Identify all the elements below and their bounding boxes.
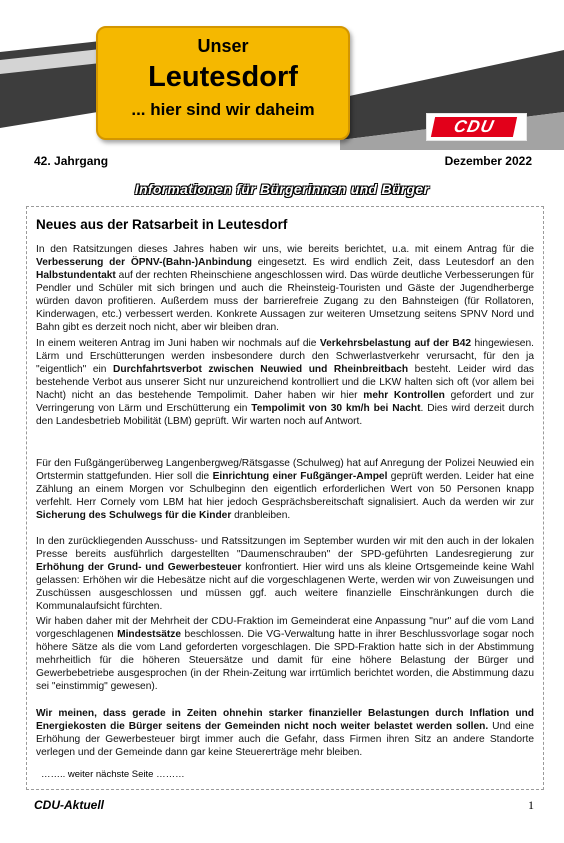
bold-text-segment: mehr Kontrollen [363, 390, 445, 401]
sign-line-slogan: ... hier sind wir daheim [131, 100, 315, 119]
paragraph-fussgaenger-ampel [36, 457, 534, 522]
text-segment: Wir haben daher mit der Mehrheit der CDU-Fraktion im Gemeinderat eine Anpassung "nur" auf die vom Land vorgeschlagenen [36, 616, 534, 640]
bold-text-segment: Verbesserung der ÖPNV-(Bahn-)Anbindung [36, 257, 252, 268]
issue-date: Dezember 2022 [444, 154, 532, 168]
bold-text-segment: Durchfahrtsverbot zwischen Neuwied und Rheinbreitbach [112, 364, 409, 375]
text-segment: geprüft werden. Leider hat eine Zählung an einem Morgen vor Schulbeginn den eigentlich erforderlichen Wert von 50 Personen knapp verfehlt. Herr Cornely vom LBM hat hier jedoch Gesprächsbereitschaft signalisiert. Auch da werden wir zur [36, 471, 534, 508]
volume-label: 42. Jahrgang [34, 154, 109, 168]
page-number: 1 [528, 798, 534, 812]
text-segment: besteht. Leider wird das bestehende Verbot aus unserer Sicht nur unzureichend kontrolliert und die LKW halten sich oft (vor allem bei Nacht) nicht an das bestehende Tempolimit. Daher haben wir hier [36, 364, 534, 401]
paragraph-mindestsaetze [36, 615, 534, 693]
sign-line-leutesdorf: Leutesdorf [148, 61, 298, 93]
text-segment: In einem weiteren Antrag im Juni haben wir nochmals auf die [36, 338, 320, 349]
article-box [26, 206, 544, 790]
newsletter-subtitle: Informationen für Bürgerinnen und Bürger [134, 181, 430, 197]
bold-text-segment: Mindestsätze [117, 629, 182, 640]
continued-next-page: …….. weiter nächste Seite ……… [41, 769, 185, 780]
footer-publication-name: CDU-Aktuell [34, 798, 105, 812]
text-segment: gefordert und zur Verringerung von Lärm und Erschütterung ein [36, 390, 534, 414]
text-segment: beschlossen. Die VG-Verwaltung hatte in ihrer Beschlussvorlage sogar noch höhere Sätze als die vom Land geforderten vorgeschlagen. Die SPD-Fraktion hatte sich in der Abstimmung mehrheitlich für die höheren Steuersätze und damit für eine höhere Belastung der Bürger und Gewerbebetriebe ausgesprochen (in der Rhein-Zeitung war irrtümlich berichtet worden, die Abstimmung dazu sei "einstimmig" gewesen). [36, 629, 534, 692]
masthead-banner [0, 0, 564, 150]
article-title: Neues aus der Ratsarbeit in Leutesdorf [36, 217, 288, 232]
sign-line-unser: Unser [197, 36, 249, 56]
bold-text-segment: Erhöhung der Grund- und Gewerbesteuer [36, 562, 242, 573]
text-segment: Für den Fußgängerüberweg Langenbergweg/Rätsgasse (Schulweg) hat auf Anregung der Polizei Neuwied ein Ortstermin stattgefunden. Hier soll die [36, 458, 534, 482]
paragraph-fazit [36, 707, 534, 759]
text-segment: hingewiesen. Lärm und Erschütterungen werden insbesondere durch den Schwerlastverkehr verursacht, für den ja "eigentlich" ein [36, 338, 534, 375]
bold-text-segment: Tempolimit von 30 km/h bei Nacht [251, 403, 421, 414]
text-segment: Und eine Erhöhung der Gewerbesteuer birgt immer auch die Gefahr, dass Firmen ihren Sitz an andere Standorte verlegen und der Gemeinde dann gar keine Steuererträge mehr bleiben. [36, 721, 534, 758]
party-logo-box [426, 113, 527, 141]
text-segment: dranbleiben. [231, 510, 291, 521]
text-segment: konfrontiert. Hier wird uns als kleine Ortsgemeinde keine Wahl gelassen: Erhöhen wir die Hebesätze nicht auf die vorgeschlagenen Werte, werden wir von Zuweisungen und Zuschüssen ausgeschlossen und müssen ggf. auch weitere finanzielle Einschränkungen durch die Kommunalaufsicht fürchten. [36, 562, 534, 612]
text-segment: . Dies wird derzeit durch den Landesbetrieb Mobilität (LBM) geprüft. Wir warten noch auf Antwort. [36, 403, 534, 427]
paragraph-b42 [36, 337, 534, 428]
bold-text-segment: Sicherung des Schulwegs für die Kinder [36, 510, 232, 521]
text-segment: In den zurückliegenden Ausschuss- und Ratssitzungen im September wurden wir mit den auch in der lokalen Presse bereits ausführlich dargestellten "Daumenschrauben" der SPD-geführten Landesregierung zur [36, 536, 534, 560]
bold-text-segment: Einrichtung einer Fußgänger-Ampel [212, 471, 388, 482]
paragraph-steuererhoehung [36, 535, 534, 613]
paragraph-oepnv [36, 243, 534, 334]
town-sign [96, 26, 350, 140]
text-segment: auf der rechten Rheinschiene angeschlossen wird. Das würde deutliche Verbesserungen für Pendler und Schüler mit sich bringen und auch die Rheinsteig-Touristen und Gäste der Jugendherberge würden davon profitieren. Außerdem muss der barrierefreie Zugang zu den Bahnsteigen (für Rollatoren, Kinderwagen, etc.) verbessert werden. Konkrete Aussagen zur weiteren Umsetzung seitens SPNV Nord und Bahn gibt es derzeit noch nicht, aber wir bleiben dran. [36, 270, 534, 333]
text-segment: In den Ratsitzungen dieses Jahres haben wir uns, wie bereits berichtet, u.a. mit einem Antrag für die [36, 244, 534, 255]
bold-text-segment: Wir meinen, dass gerade in Zeiten ohnehin starker finanzieller Belastungen durch Inflation und Energiekosten die Bürger seitens der Gemeinden nicht noch weiter belastet werden sollen. [36, 708, 534, 732]
bold-text-segment: Halbstundentakt [36, 270, 116, 281]
bold-text-segment: Verkehrsbelastung auf der B42 [319, 338, 472, 349]
cdu-logo: CDU [431, 117, 517, 137]
text-segment: eingesetzt. Es wird endlich Zeit, dass Leutesdorf an den [251, 257, 534, 268]
